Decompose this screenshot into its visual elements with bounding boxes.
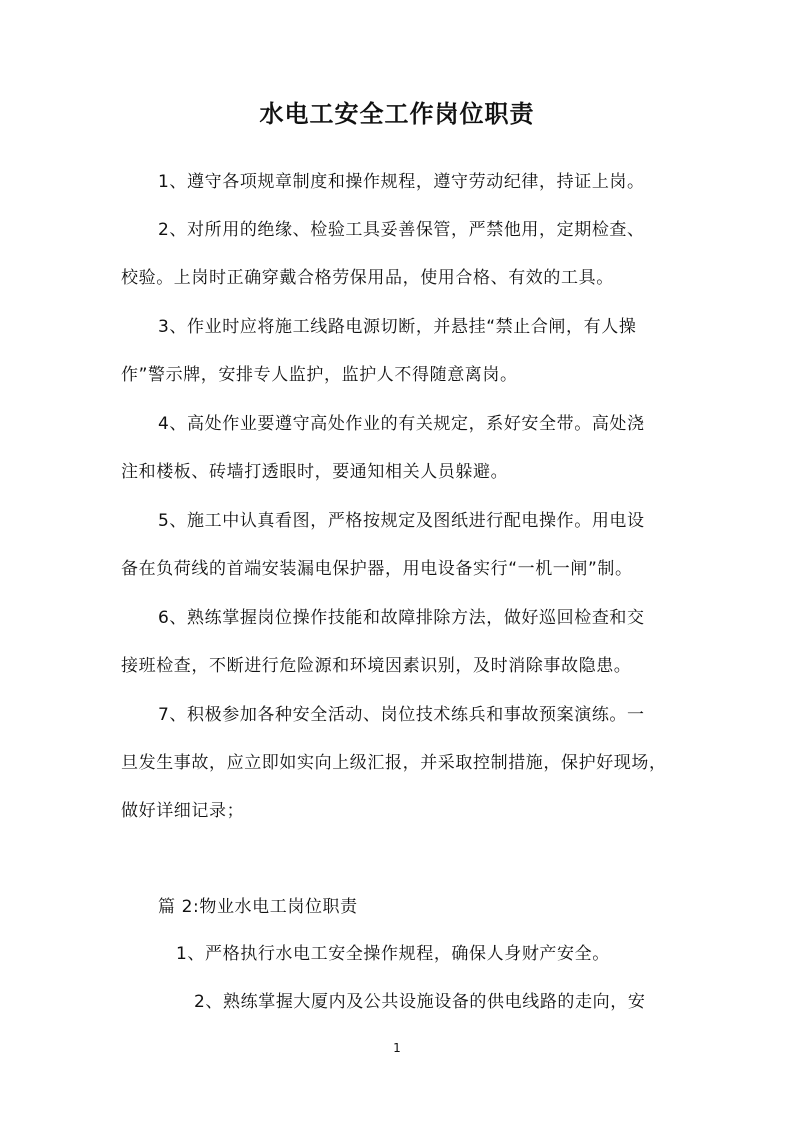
paragraph-3-line-1: 3、作业时应将施工线路电源切断，并悬挂“禁止合闸，有人操 — [158, 317, 637, 337]
paragraph-6-line-1: 6、熟练掌握岗位操作技能和故障排除方法，做好巡回检查和交 — [158, 608, 645, 628]
section-2-item-1: 1、严格执行水电工安全操作规程，确保人身财产安全。 — [176, 944, 610, 964]
document-title: 水电工安全工作岗位职责 — [259, 99, 535, 128]
section-2-heading: 篇 2:物业水电工岗位职责 — [158, 897, 358, 917]
paragraph-2-line-1: 2、对所用的绝缘、检验工具妥善保管，严禁他用，定期检查、 — [158, 220, 645, 240]
paragraph-5-line-1: 5、施工中认真看图，严格按规定及图纸进行配电操作。用电设 — [158, 511, 645, 531]
paragraph-1-line-1: 1、遵守各项规章制度和操作规程，遵守劳动纪律，持证上岗。 — [158, 172, 645, 192]
paragraph-7-line-3: 做好详细记录； — [121, 801, 245, 821]
paragraph-6-line-2: 接班检查，不断进行危险源和环境因素识别，及时消除事故隐患。 — [121, 656, 632, 676]
paragraph-4-line-1: 4、高处作业要遵守高处作业的有关规定，系好安全带。高处浇 — [158, 414, 645, 434]
page-number: 1 — [393, 1041, 401, 1055]
section-2-item-2: 2、熟练掌握大厦内及公共设施设备的供电线路的走向，安 — [194, 992, 646, 1012]
paragraph-5-line-2: 备在负荷线的首端安装漏电保护器，用电设备实行“一机一闸”制。 — [121, 559, 633, 579]
paragraph-4-line-2: 注和楼板、砖墙打透眼时，要通知相关人员躲避。 — [121, 462, 509, 482]
paragraph-7-line-1: 7、积极参加各种安全活动、岗位技术练兵和事故预案演练。一 — [158, 705, 645, 725]
paragraph-3-line-2: 作”警示牌，安排专人监护，监护人不得随意离岗。 — [121, 365, 518, 385]
paragraph-2-line-2: 校验。上岗时正确穿戴合格劳保用品，使用合格、有效的工具。 — [121, 268, 614, 288]
paragraph-7-line-2: 旦发生事故，应立即如实向上级汇报，并采取控制措施，保护好现场， — [121, 753, 667, 773]
